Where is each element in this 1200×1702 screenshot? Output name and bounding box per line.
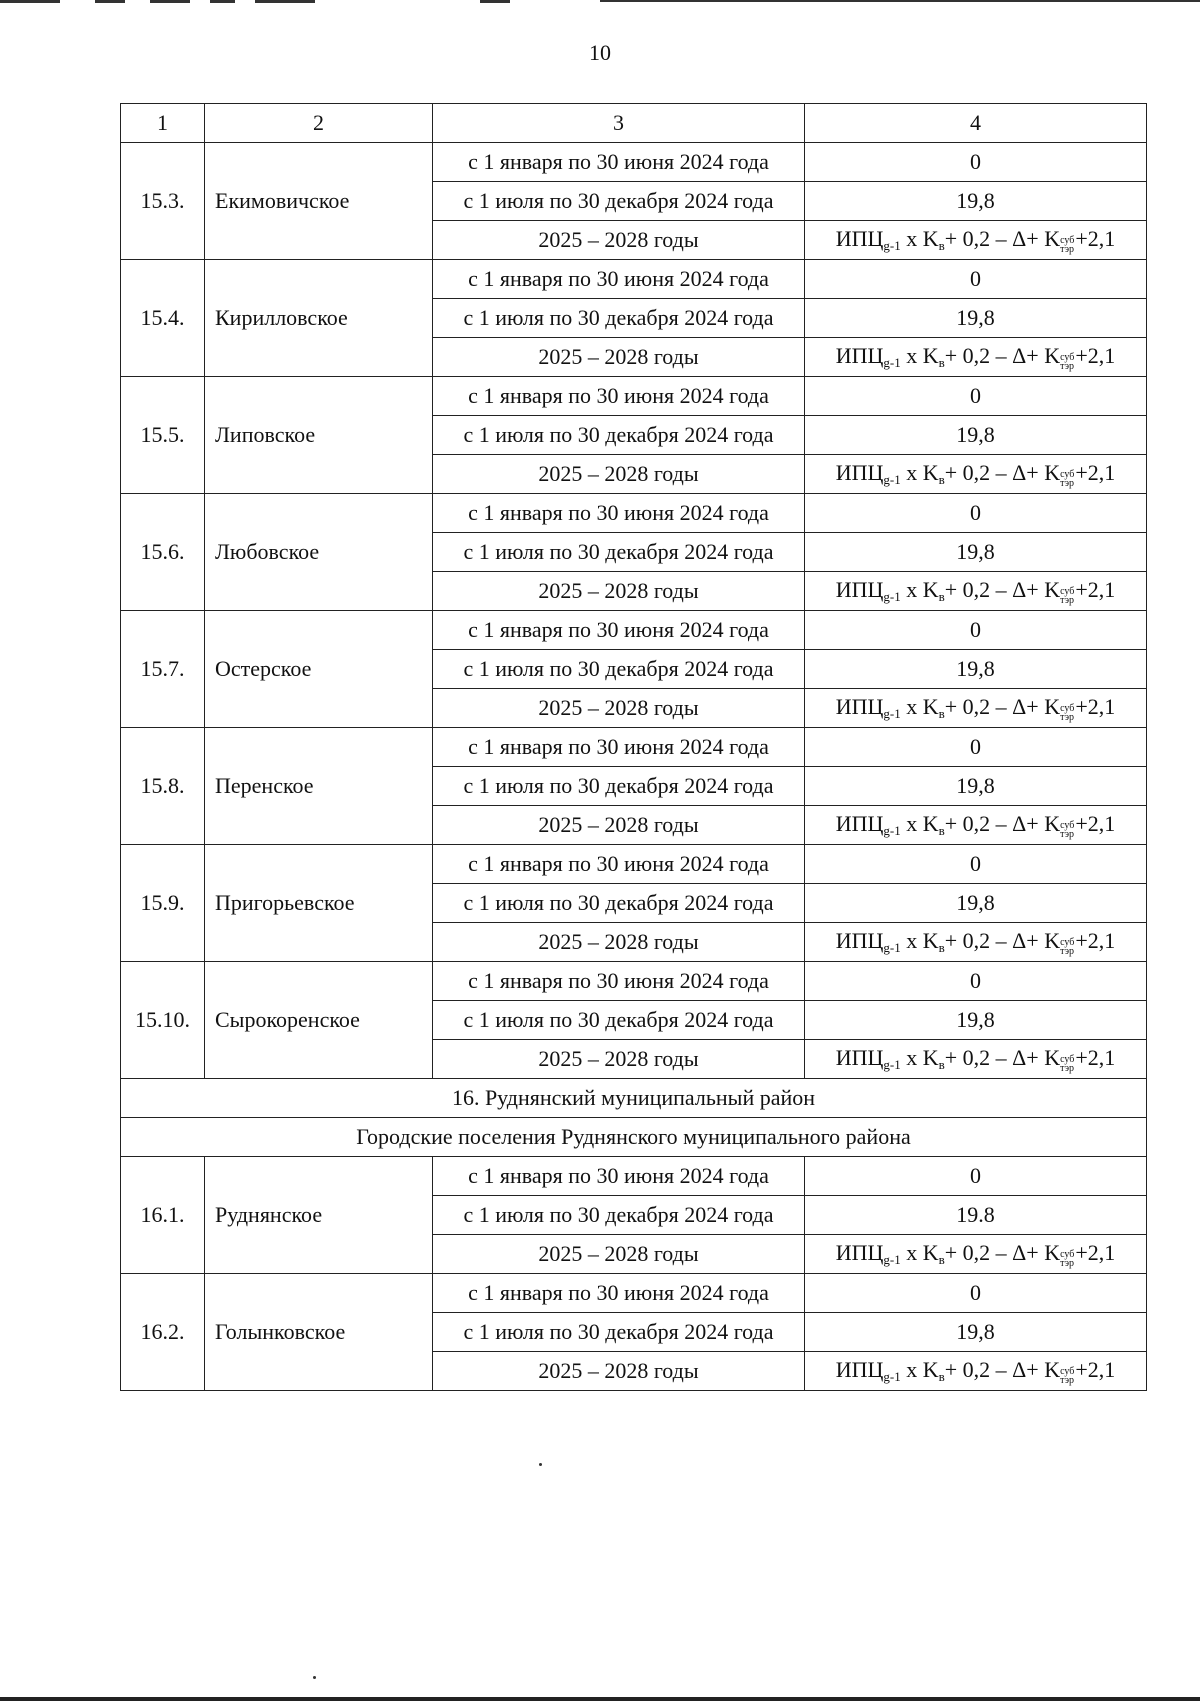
scan-artifact-top [0,0,1200,3]
formula-middle: + 0,2 – Δ+ K [944,810,1061,836]
formula-k-indices [1060,353,1074,371]
scan-artifact-bottom [0,1697,1200,1701]
formula-times-k: x K [900,225,939,251]
settlement-name: Перенское [205,728,433,845]
period-cell: 2025 – 2028 годы [433,1040,805,1079]
formula-ipc-subscript: g-1 [883,1368,901,1384]
value-cell: 0 [805,845,1147,884]
formula-k-subscript: в [938,705,945,721]
header-row [121,104,1147,143]
value-formula-cell [805,1040,1147,1079]
settlement-number: 15.6. [121,494,205,611]
formula-tail: +2,1 [1075,1239,1116,1265]
formula [835,693,1116,723]
period-cell: с 1 января по 30 июня 2024 года [433,377,805,416]
formula-times-k: x K [900,810,939,836]
settlement-name: Сырокоренское [205,962,433,1079]
formula-k-superscript: суб [1060,702,1075,714]
formula-k-indices [1060,236,1074,254]
section-title: 16. Руднянский муниципальный район [121,1079,1147,1118]
table-row [121,494,1147,533]
table-row [121,845,1147,884]
formula-k-subscript: в [938,354,945,370]
value-formula-cell [805,338,1147,377]
formula-tail: +2,1 [1075,1044,1116,1070]
period-cell: 2025 – 2028 годы [433,572,805,611]
header-cell: 3 [433,104,805,143]
formula [835,342,1116,372]
formula-k-subscript: в [938,1368,945,1384]
settlement-number: 15.5. [121,377,205,494]
formula-k-subscript-2: тэр [1060,477,1075,489]
value-cell: 0 [805,1274,1147,1313]
value-cell: 19,8 [805,884,1147,923]
settlement-number: 15.4. [121,260,205,377]
formula-k-subscript: в [938,471,945,487]
settlement-name: Любовское [205,494,433,611]
formula-times-k: x K [900,459,939,485]
header-cell: 4 [805,104,1147,143]
period-cell: 2025 – 2028 годы [433,221,805,260]
value-cell: 19,8 [805,416,1147,455]
value-formula-cell [805,806,1147,845]
period-cell: с 1 июля по 30 декабря 2024 года [433,182,805,221]
formula-k-subscript-2: тэр [1060,828,1075,840]
formula-k-subscript: в [938,822,945,838]
settlement-name: Пригорьевское [205,845,433,962]
formula-k-subscript-2: тэр [1060,243,1075,255]
settlement-number: 15.7. [121,611,205,728]
value-formula-cell [805,1235,1147,1274]
value-cell: 0 [805,143,1147,182]
formula-k-subscript-2: тэр [1060,711,1075,723]
formula-ipc-subscript: g-1 [883,237,901,253]
formula-ipc: ИПЦ [835,810,884,836]
formula-k-superscript: суб [1060,1248,1075,1260]
formula-tail: +2,1 [1075,927,1116,953]
value-cell: 0 [805,611,1147,650]
formula-k-subscript: в [938,1056,945,1072]
settlement-number: 15.9. [121,845,205,962]
formula-k-subscript-2: тэр [1060,945,1075,957]
formula [835,225,1116,255]
settlement-number: 15.8. [121,728,205,845]
formula-middle: + 0,2 – Δ+ K [944,459,1061,485]
formula-k-superscript: суб [1060,351,1075,363]
formula-k-subscript-2: тэр [1060,1257,1075,1269]
value-cell: 0 [805,1157,1147,1196]
formula-k-superscript: суб [1060,1053,1075,1065]
section-row [121,1079,1147,1118]
period-cell: 2025 – 2028 годы [433,455,805,494]
formula-k-subscript: в [938,939,945,955]
formula-k-subscript-2: тэр [1060,1062,1075,1074]
formula-ipc-subscript: g-1 [883,939,901,955]
formula-tail: +2,1 [1075,576,1116,602]
formula-ipc-subscript: g-1 [883,354,901,370]
formula-middle: + 0,2 – Δ+ K [944,693,1061,719]
formula [835,927,1116,957]
settlement-name: Голынковское [205,1274,433,1391]
formula-times-k: x K [900,342,939,368]
table-row [121,1157,1147,1196]
period-cell: с 1 июля по 30 декабря 2024 года [433,1001,805,1040]
settlement-name: Остерское [205,611,433,728]
period-cell: с 1 июля по 30 декабря 2024 года [433,884,805,923]
period-cell: с 1 января по 30 июня 2024 года [433,1157,805,1196]
settlement-number: 16.1. [121,1157,205,1274]
formula [835,576,1116,606]
formula-middle: + 0,2 – Δ+ K [944,576,1061,602]
formula-tail: +2,1 [1075,693,1116,719]
formula-times-k: x K [900,1356,939,1382]
table-row [121,728,1147,767]
formula-times-k: x K [900,927,939,953]
period-cell: с 1 января по 30 июня 2024 года [433,611,805,650]
formula-ipc-subscript: g-1 [883,471,901,487]
period-cell: с 1 января по 30 июня 2024 года [433,728,805,767]
value-cell: 19,8 [805,533,1147,572]
value-cell: 19,8 [805,182,1147,221]
section-row [121,1118,1147,1157]
settlement-number: 15.10. [121,962,205,1079]
formula-middle: + 0,2 – Δ+ K [944,1044,1061,1070]
formula-k-subscript: в [938,588,945,604]
scan-speck [539,1463,542,1466]
formula-k-indices [1060,470,1074,488]
value-cell: 19,8 [805,767,1147,806]
formula-ipc: ИПЦ [835,225,884,251]
formula-k-superscript: суб [1060,936,1075,948]
formula-k-superscript: суб [1060,1365,1075,1377]
formula-ipc: ИПЦ [835,342,884,368]
formula-ipc: ИПЦ [835,1356,884,1382]
formula-tail: +2,1 [1075,225,1116,251]
settlement-name: Кирилловское [205,260,433,377]
table-row [121,377,1147,416]
formula-k-subscript: в [938,237,945,253]
period-cell: с 1 января по 30 июня 2024 года [433,1274,805,1313]
period-cell: с 1 января по 30 июня 2024 года [433,260,805,299]
period-cell: 2025 – 2028 годы [433,1352,805,1391]
formula-k-superscript: суб [1060,585,1075,597]
period-cell: 2025 – 2028 годы [433,1235,805,1274]
formula [835,1356,1116,1386]
value-formula-cell [805,689,1147,728]
period-cell: с 1 июля по 30 декабря 2024 года [433,767,805,806]
formula-k-indices [1060,587,1074,605]
formula-k-indices [1060,938,1074,956]
value-formula-cell [805,221,1147,260]
section-title: Городские поселения Руднянского муниципального района [121,1118,1147,1157]
period-cell: с 1 января по 30 июня 2024 года [433,494,805,533]
formula-ipc: ИПЦ [835,1044,884,1070]
formula-middle: + 0,2 – Δ+ K [944,927,1061,953]
header-cell: 1 [121,104,205,143]
period-cell: с 1 января по 30 июня 2024 года [433,143,805,182]
period-cell: с 1 июля по 30 декабря 2024 года [433,1313,805,1352]
formula [835,459,1116,489]
table-row [121,611,1147,650]
formula-k-indices [1060,1055,1074,1073]
formula-times-k: x K [900,576,939,602]
formula-ipc-subscript: g-1 [883,705,901,721]
formula-middle: + 0,2 – Δ+ K [944,225,1061,251]
tariff-table [120,103,1147,1391]
formula-k-subscript: в [938,1251,945,1267]
period-cell: с 1 января по 30 июня 2024 года [433,962,805,1001]
formula-tail: +2,1 [1075,810,1116,836]
value-cell: 0 [805,260,1147,299]
formula-tail: +2,1 [1075,459,1116,485]
formula [835,1239,1116,1269]
formula-k-indices [1060,1250,1074,1268]
table-row [121,962,1147,1001]
formula-ipc: ИПЦ [835,459,884,485]
value-cell: 0 [805,377,1147,416]
settlement-name: Екимовичское [205,143,433,260]
page-number: 10 [589,40,611,65]
value-cell: 19,8 [805,1001,1147,1040]
formula-k-superscript: суб [1060,468,1075,480]
value-cell: 0 [805,728,1147,767]
formula-middle: + 0,2 – Δ+ K [944,1239,1061,1265]
period-cell: с 1 июля по 30 декабря 2024 года [433,533,805,572]
period-cell: с 1 июля по 30 декабря 2024 года [433,416,805,455]
formula-times-k: x K [900,1239,939,1265]
formula-ipc: ИПЦ [835,576,884,602]
formula-ipc-subscript: g-1 [883,1056,901,1072]
table-row [121,1274,1147,1313]
value-formula-cell [805,923,1147,962]
formula-tail: +2,1 [1075,1356,1116,1382]
value-formula-cell [805,572,1147,611]
period-cell: 2025 – 2028 годы [433,338,805,377]
period-cell: 2025 – 2028 годы [433,806,805,845]
table-row [121,143,1147,182]
value-formula-cell [805,455,1147,494]
formula-middle: + 0,2 – Δ+ K [944,342,1061,368]
period-cell: с 1 июля по 30 декабря 2024 года [433,299,805,338]
formula-ipc-subscript: g-1 [883,1251,901,1267]
formula-ipc-subscript: g-1 [883,588,901,604]
formula-k-subscript-2: тэр [1060,360,1075,372]
formula-middle: + 0,2 – Δ+ K [944,1356,1061,1382]
formula-k-subscript-2: тэр [1060,1374,1075,1386]
period-cell: с 1 июля по 30 декабря 2024 года [433,1196,805,1235]
period-cell: 2025 – 2028 годы [433,689,805,728]
period-cell: с 1 июля по 30 декабря 2024 года [433,650,805,689]
formula-k-indices [1060,1367,1074,1385]
formula-k-superscript: суб [1060,819,1075,831]
formula [835,810,1116,840]
header-cell: 2 [205,104,433,143]
scan-speck [313,1676,316,1679]
value-cell: 19.8 [805,1196,1147,1235]
formula-ipc: ИПЦ [835,1239,884,1265]
table-row [121,260,1147,299]
formula [835,1044,1116,1074]
period-cell: с 1 января по 30 июня 2024 года [433,845,805,884]
period-cell: 2025 – 2028 годы [433,923,805,962]
value-cell: 19,8 [805,1313,1147,1352]
formula-k-superscript: суб [1060,234,1075,246]
formula-k-indices [1060,704,1074,722]
formula-times-k: x K [900,1044,939,1070]
value-formula-cell [805,1352,1147,1391]
formula-ipc-subscript: g-1 [883,822,901,838]
settlement-name: Липовское [205,377,433,494]
formula-k-subscript-2: тэр [1060,594,1075,606]
formula-tail: +2,1 [1075,342,1116,368]
settlement-number: 15.3. [121,143,205,260]
value-cell: 19,8 [805,299,1147,338]
settlement-number: 16.2. [121,1274,205,1391]
value-cell: 0 [805,494,1147,533]
formula-ipc: ИПЦ [835,927,884,953]
value-cell: 0 [805,962,1147,1001]
formula-ipc: ИПЦ [835,693,884,719]
formula-k-indices [1060,821,1074,839]
value-cell: 19,8 [805,650,1147,689]
formula-times-k: x K [900,693,939,719]
settlement-name: Руднянское [205,1157,433,1274]
